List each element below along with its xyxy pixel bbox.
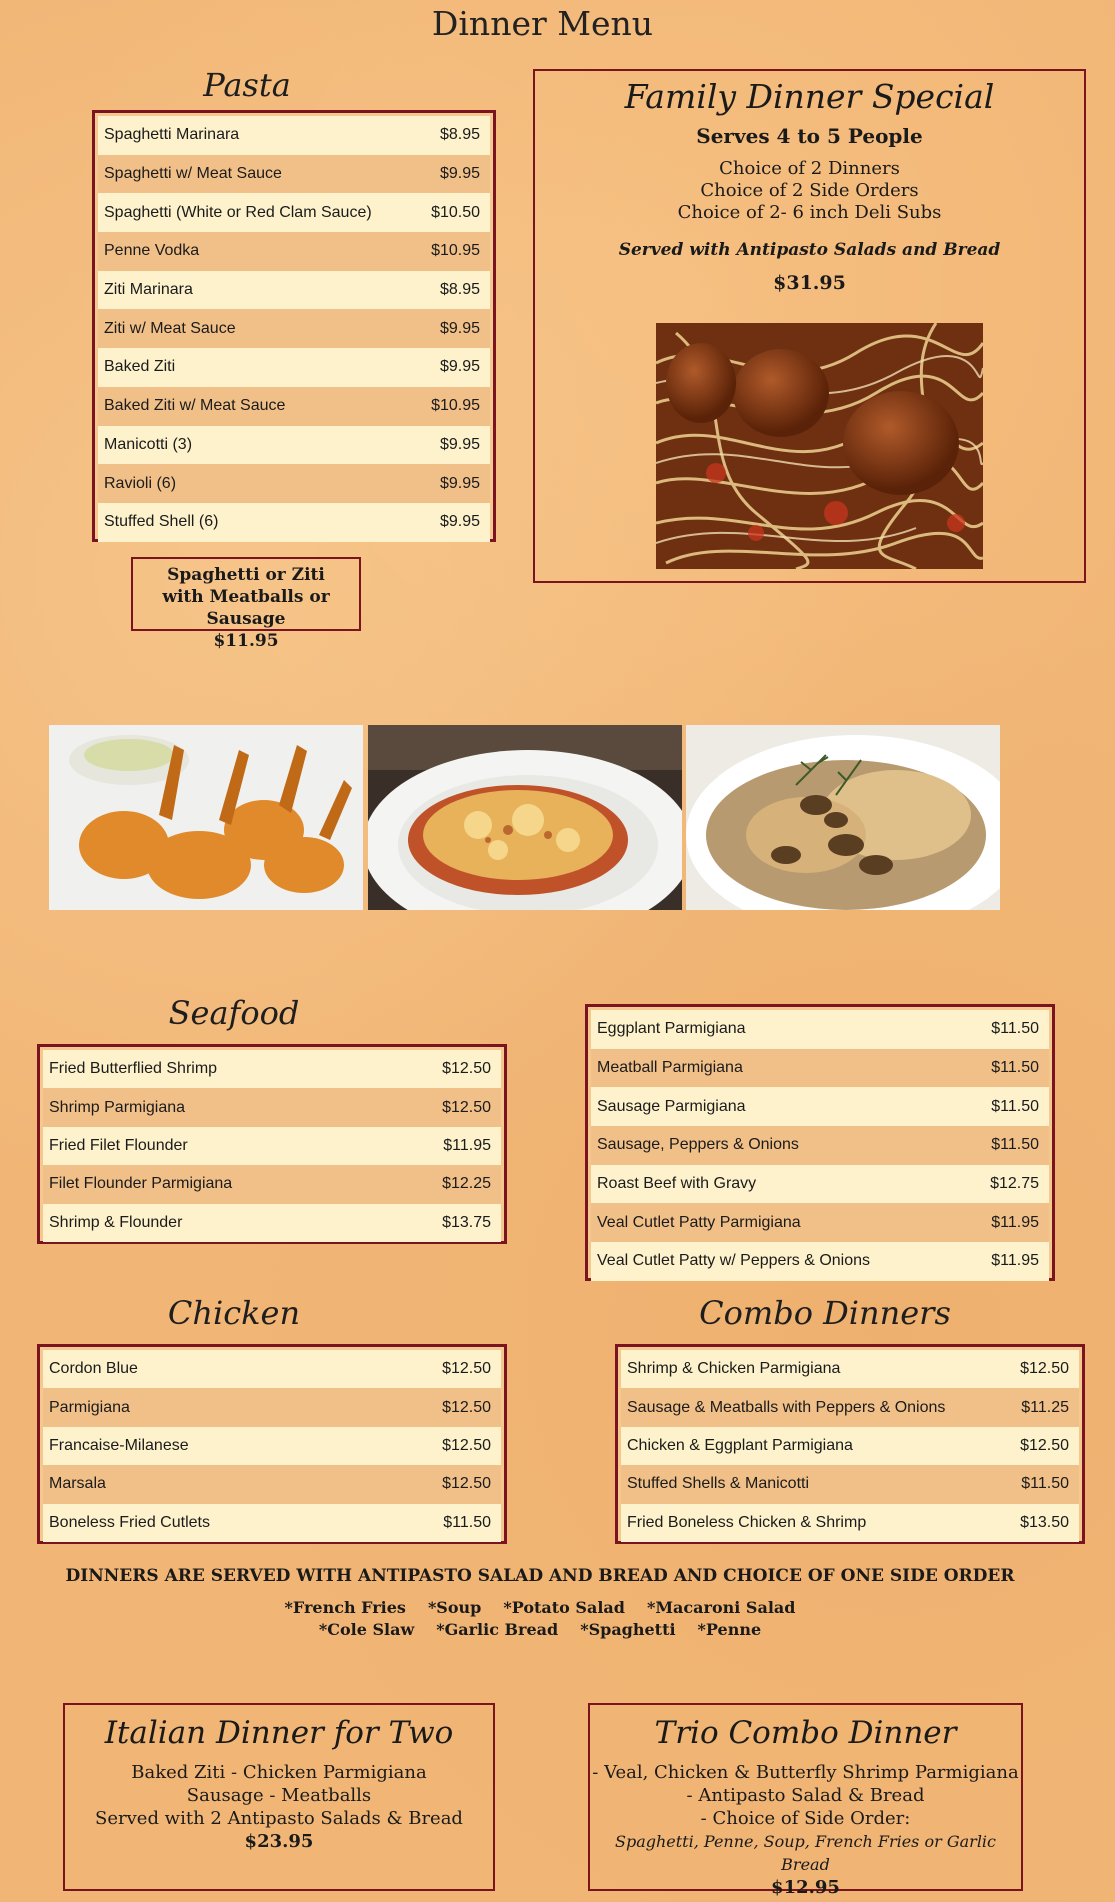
menu-item-row (43, 1204, 501, 1242)
menu-item-row (98, 426, 490, 465)
menu-item-price: $10.95 (431, 397, 480, 415)
menu-item-name: Sausage, Peppers & Onions (597, 1136, 799, 1154)
menu-item-row (43, 1465, 501, 1503)
menu-item-price: $11.95 (991, 1252, 1039, 1270)
side-order-row-2 (0, 1620, 1080, 1639)
menu-item-row (98, 271, 490, 310)
menu-item-price: $11.50 (991, 1136, 1039, 1154)
menu-item-name: Baked Ziti (104, 358, 176, 376)
menu-item-name: Spaghetti w/ Meat Sauce (104, 165, 282, 183)
menu-item-price: $9.95 (439, 358, 480, 376)
menu-item-name: Manicotti (3) (104, 435, 193, 453)
menu-item-row (98, 387, 490, 426)
side-order-option: *Cole Slaw (318, 1620, 415, 1639)
menu-item-name: Filet Flounder Parmigiana (49, 1175, 233, 1193)
menu-item-row (43, 1388, 501, 1426)
menu-item-name: Stuffed Shell (6) (104, 513, 219, 531)
spaghetti-meatballs-photo (656, 323, 983, 569)
menu-item-row (591, 1242, 1049, 1281)
menu-item-row (43, 1427, 501, 1465)
menu-item-price: $11.50 (991, 1097, 1039, 1115)
menu-item-name: Stuffed Shells & Manicotti (627, 1475, 810, 1493)
side-order-option: *Soup (427, 1598, 482, 1617)
trio-combo-line3: - Choice of Side Order: (700, 1808, 911, 1829)
menu-item-name: Shrimp & Flounder (49, 1213, 183, 1231)
menu-item-price: $8.95 (439, 281, 480, 299)
family-special-choice-3: Choice of 2- 6 inch Deli Subs (677, 202, 942, 223)
menu-item-row (591, 1203, 1049, 1242)
menu-item-name: Shrimp Parmigiana (49, 1098, 186, 1116)
menu-item-row (591, 1087, 1049, 1126)
menu-item-row (591, 1126, 1049, 1165)
menu-item-price: $12.50 (442, 1398, 491, 1416)
combo-heading: Combo Dinners (699, 1294, 951, 1332)
family-special-served-with: Served with Antipasto Salads and Bread (618, 240, 1001, 260)
menu-item-row (621, 1350, 1079, 1388)
trio-combo-box (588, 1703, 1023, 1898)
menu-item-price: $12.50 (442, 1475, 491, 1493)
pasta-special-line1: Spaghetti or Ziti (167, 565, 325, 585)
trio-combo-heading: Trio Combo Dinner (654, 1715, 957, 1751)
menu-item-price: $12.50 (442, 1060, 491, 1078)
menu-item-row (621, 1504, 1079, 1542)
menu-item-row (621, 1388, 1079, 1426)
menu-item-name: Fried Boneless Chicken & Shrimp (627, 1513, 867, 1531)
menu-item-row (43, 1127, 501, 1165)
menu-item-name: Sausage & Meatballs with Peppers & Onions (627, 1398, 946, 1416)
menu-item-name: Veal Cutlet Patty w/ Peppers & Onions (597, 1252, 871, 1270)
menu-item-price: $12.50 (1020, 1360, 1069, 1378)
combo-menu (615, 1344, 1085, 1544)
family-special-heading: Family Dinner Special (624, 77, 995, 116)
menu-item-price: $12.50 (442, 1360, 491, 1378)
trio-combo-line2: - Antipasto Salad & Bread (686, 1785, 925, 1806)
fried-shrimp-photo (49, 725, 363, 910)
menu-item-row (98, 232, 490, 271)
chicken-marsala-photo (686, 725, 1000, 910)
seafood-heading: Seafood (168, 994, 300, 1032)
menu-item-row (98, 155, 490, 194)
menu-item-name: Boneless Fried Cutlets (49, 1513, 210, 1531)
menu-item-row (98, 309, 490, 348)
parmigiana-menu (585, 1004, 1055, 1281)
menu-item-price: $12.50 (442, 1098, 491, 1116)
dinner-for-two-line2: Sausage - Meatballs (186, 1785, 372, 1806)
menu-item-price: $11.50 (991, 1020, 1039, 1038)
menu-item-price: $12.75 (990, 1175, 1039, 1193)
family-special-price: $31.95 (773, 272, 846, 294)
family-special-serves: Serves 4 to 5 People (696, 124, 923, 148)
pasta-special-line2: with Meatballs or Sausage (162, 587, 330, 629)
dinner-for-two-price: $23.95 (244, 1831, 314, 1852)
menu-item-name: Eggplant Parmigiana (597, 1020, 746, 1038)
menu-item-name: Ravioli (6) (104, 474, 177, 492)
menu-item-price: $11.25 (1021, 1398, 1069, 1416)
side-order-option: *Macaroni Salad (646, 1598, 796, 1617)
menu-item-row (43, 1088, 501, 1126)
trio-combo-line1: - Veal, Chicken & Butterfly Shrimp Parmigiana (592, 1762, 1019, 1783)
menu-item-price: $12.50 (1020, 1436, 1069, 1454)
menu-item-name: Spaghetti (White or Red Clam Sauce) (104, 203, 372, 221)
menu-item-row (98, 348, 490, 387)
pasta-special-box (131, 557, 361, 651)
side-order-option: *Spaghetti (580, 1620, 676, 1639)
menu-item-price: $9.95 (439, 513, 480, 531)
menu-item-name: Francaise-Milanese (49, 1436, 189, 1454)
menu-item-row (43, 1350, 501, 1388)
menu-item-name: Spaghetti Marinara (104, 126, 240, 144)
dinner-for-two-line3: Served with 2 Antipasto Salads & Bread (95, 1808, 463, 1829)
menu-item-name: Shrimp & Chicken Parmigiana (627, 1360, 841, 1378)
menu-item-name: Parmigiana (49, 1398, 130, 1416)
menu-item-name: Marsala (49, 1475, 106, 1493)
side-order-option: *Penne (697, 1620, 762, 1639)
menu-item-row (43, 1165, 501, 1203)
pasta-special-price: $11.95 (213, 631, 279, 651)
trio-combo-line4: Spaghetti, Penne, Soup, French Fries or Garlic Bread (614, 1832, 997, 1874)
menu-item-name: Baked Ziti w/ Meat Sauce (104, 397, 286, 415)
menu-item-price: $10.95 (431, 242, 480, 260)
menu-item-name: Chicken & Eggplant Parmigiana (627, 1436, 853, 1454)
family-special-choice-2: Choice of 2 Side Orders (700, 180, 919, 201)
menu-item-name: Sausage Parmigiana (597, 1097, 746, 1115)
pasta-heading: Pasta (203, 66, 291, 104)
menu-item-name: Penne Vodka (104, 242, 200, 260)
dinner-for-two-box (63, 1703, 495, 1891)
side-order-option: *French Fries (284, 1598, 406, 1617)
menu-item-row (98, 116, 490, 155)
menu-item-row (591, 1010, 1049, 1049)
menu-item-price: $9.95 (439, 435, 480, 453)
menu-item-row (98, 503, 490, 542)
chicken-parmigiana-photo (368, 725, 682, 910)
menu-item-name: Ziti w/ Meat Sauce (104, 319, 236, 337)
menu-item-row (98, 464, 490, 503)
menu-item-row (591, 1049, 1049, 1088)
menu-item-name: Fried Filet Flounder (49, 1136, 188, 1154)
menu-item-price: $10.50 (431, 203, 480, 221)
menu-item-price: $11.95 (443, 1136, 491, 1154)
menu-item-price: $9.95 (439, 474, 480, 492)
menu-item-price: $13.75 (442, 1213, 491, 1231)
page-title: Dinner Menu (431, 4, 654, 43)
seafood-menu (37, 1044, 507, 1244)
menu-item-price: $11.50 (443, 1513, 491, 1531)
menu-item-row (98, 193, 490, 232)
menu-item-row (43, 1504, 501, 1542)
menu-item-price: $9.95 (439, 165, 480, 183)
side-order-row-1 (0, 1598, 1080, 1617)
chicken-heading: Chicken (167, 1294, 301, 1332)
side-order-option: *Garlic Bread (436, 1620, 559, 1639)
trio-combo-price: $12.95 (771, 1877, 840, 1898)
menu-item-price: $12.50 (442, 1436, 491, 1454)
menu-item-name: Cordon Blue (49, 1360, 138, 1378)
served-note-heading: DINNERS ARE SERVED WITH ANTIPASTO SALAD AND BREAD AND CHOICE OF ONE SIDE ORDER (65, 1566, 1015, 1586)
dinner-for-two-line1: Baked Ziti - Chicken Parmigiana (131, 1762, 427, 1783)
menu-item-price: $11.50 (991, 1059, 1039, 1077)
menu-item-price: $13.50 (1020, 1513, 1069, 1531)
chicken-menu (37, 1344, 507, 1544)
menu-item-price: $8.95 (439, 126, 480, 144)
menu-item-price: $11.95 (991, 1213, 1039, 1231)
menu-item-name: Meatball Parmigiana (597, 1059, 743, 1077)
menu-item-name: Fried Butterflied Shrimp (49, 1060, 218, 1078)
menu-item-row (591, 1165, 1049, 1204)
family-special-choice-1: Choice of 2 Dinners (719, 158, 900, 179)
menu-item-row (621, 1427, 1079, 1465)
pasta-menu (92, 110, 496, 542)
menu-item-name: Roast Beef with Gravy (597, 1175, 757, 1193)
menu-item-price: $11.50 (1021, 1475, 1069, 1493)
menu-item-price: $12.25 (442, 1175, 491, 1193)
dinner-for-two-heading: Italian Dinner for Two (104, 1715, 454, 1751)
menu-item-name: Veal Cutlet Patty Parmigiana (597, 1213, 801, 1231)
menu-item-row (621, 1465, 1079, 1503)
side-order-option: *Potato Salad (503, 1598, 625, 1617)
menu-item-row (43, 1050, 501, 1088)
menu-item-price: $9.95 (439, 319, 480, 337)
menu-item-name: Ziti Marinara (104, 281, 193, 299)
